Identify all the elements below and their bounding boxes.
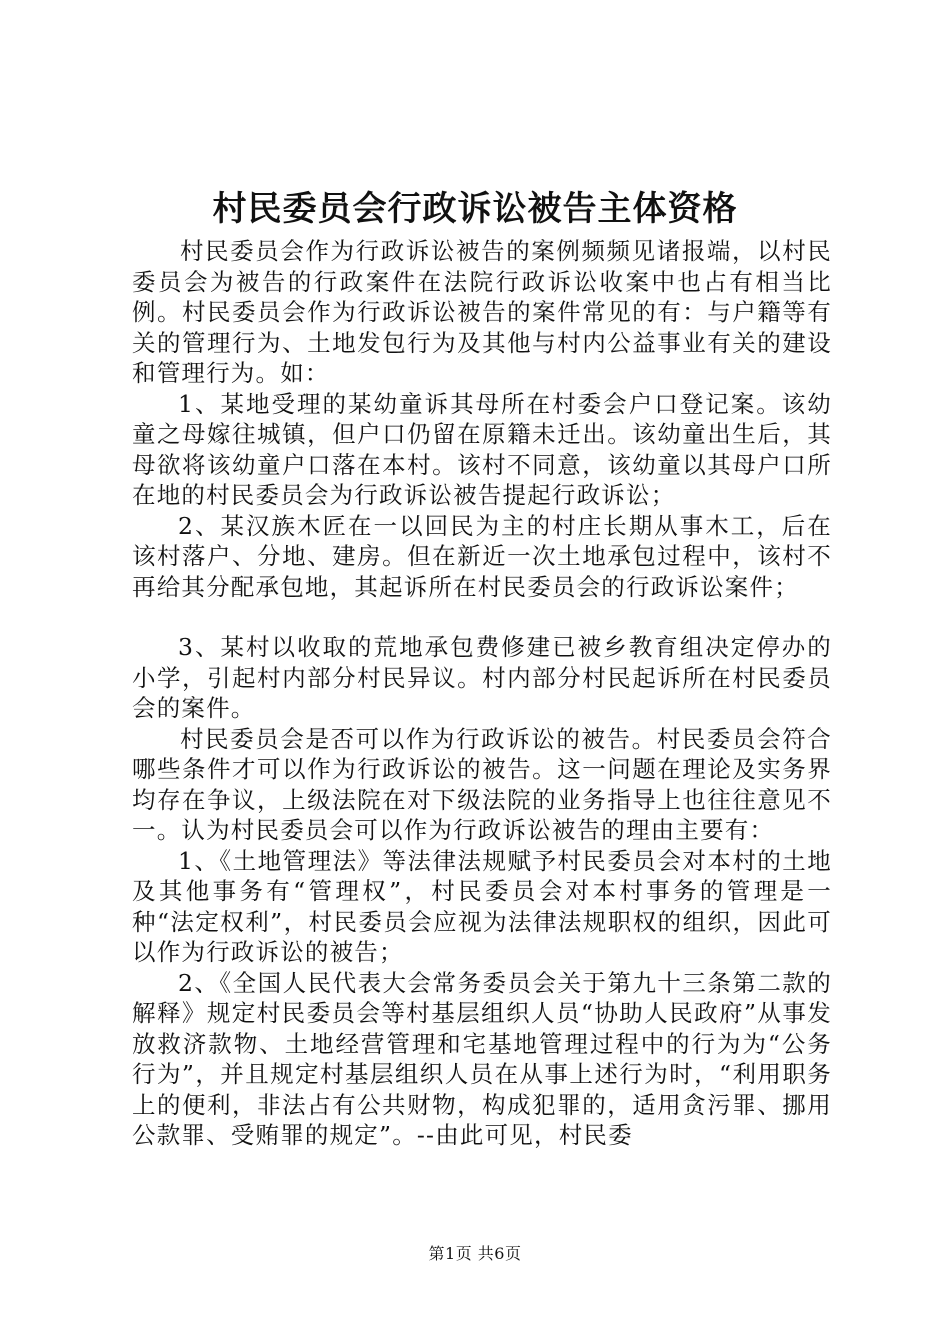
paragraph-reason-2: 2、《全国人民代表大会常务委员会关于第九十三条第二款的解释》规定村民委员会等村基层组织人员“协助人民政府”从事发放救济款物、土地经营管理和宅基地管理过程中的行为为“公务行为”，并且规定村基层组织人员在从事上述行为时，“利用职务上的便利，非法占有公共财物，构成犯罪的，适用贪污罪、挪用公款罪、受贿罪的规定”。--由此可见，村民委 [132, 968, 832, 1149]
blank-line [132, 602, 832, 632]
paragraph-case-2: 2、某汉族木匠在一以回民为主的村庄长期从事木工，后在该村落户、分地、建房。但在新近一次土地承包过程中，该村不再给其分配承包地，其起诉所在村民委员会的行政诉讼案件； [132, 511, 832, 601]
paragraph-case-3: 3、某村以收取的荒地承包费修建已被乡教育组决定停办的小学，引起村内部分村民异议。村内部分村民起诉所在村民委员会的案件。 [132, 633, 832, 722]
document-body [132, 236, 832, 1151]
paragraph-question: 村民委员会是否可以作为行政诉讼的被告。村民委员会符合哪些条件才可以作为行政诉讼的被告。这一问题在理论及实务界均存在争议，上级法院在对下级法院的业务指导上也往往意见不一。认为村民委员会可以作为行政诉讼被告的理由主要有： [132, 724, 832, 844]
paragraph-case-1: 1、某地受理的某幼童诉其母所在村委会户口登记案。该幼童之母嫁往城镇，但户口仍留在原籍未迁出。该幼童出生后，其母欲将该幼童户口落在本村。该村不同意，该幼童以其母户口所在地的村民委员会为行政诉讼被告提起行政诉讼； [132, 389, 832, 509]
document-title: 村民委员会行政诉讼被告主体资格 [212, 189, 738, 229]
paragraph-intro: 村民委员会作为行政诉讼被告的案例频频见诸报端，以村民委员会为被告的行政案件在法院行政诉讼收案中也占有相当比例。村民委员会作为行政诉讼被告的案件常见的有：与户籍等有关的管理行为、土地发包行为及其他与村内公益事业有关的建设和管理行为。如： [132, 237, 832, 387]
page-footer: 第1页 共6页 [428, 1244, 522, 1263]
paragraph-reason-1: 1、《土地管理法》等法律法规赋予村民委员会对本村的土地及其他事务有“管理权”，村民委员会对本村事务的管理是一种“法定权利”，村民委员会应视为法律法规职权的组织，因此可以作为行政诉讼的被告； [132, 846, 832, 966]
